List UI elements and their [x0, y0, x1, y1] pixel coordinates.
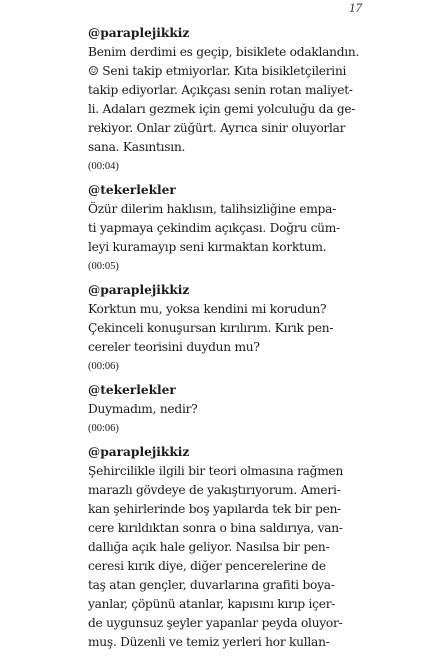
message-line: yanlar, çöpünü atanlar, kapısını kırıp içer-: [88, 597, 336, 611]
message-line: sana. Kasıntısın.: [88, 140, 186, 154]
message-line: Duymadım, nedir?: [88, 402, 198, 416]
message-line: taş atan gençler, duvarlarına grafiti boya-: [88, 578, 335, 592]
message-5: [88, 443, 368, 652]
message-1: [88, 24, 368, 174]
message-line: muş. Düzenli ve temiz yerleri hor kullan-: [88, 635, 330, 649]
message-line: ceresi kırık diye, diğer pencerelerine de: [88, 559, 326, 573]
message-line: Korktun mu, yoksa kendini mi korudun?: [88, 302, 327, 316]
timestamp: (00:05): [88, 261, 119, 272]
message-line: dallığa açık hale geliyor. Nasılsa bir pen-: [88, 540, 330, 554]
message-line: li. Adaları gezmek için gemi yolculuğu da ge-: [88, 102, 356, 116]
username: @tekerlekler: [88, 183, 176, 197]
timestamp: (00:06): [88, 361, 119, 372]
message-line: Özür dilerim haklısın, talihsizliğine empa-: [88, 202, 336, 216]
timestamp: (00:06): [88, 423, 119, 434]
message-line: rekiyor. Onlar züğürt. Ayrıca sinir oluyorlar: [88, 121, 346, 135]
message-line: de uygunsuz şeyler yapanlar peyda oluyor-: [88, 616, 343, 630]
message-4: [88, 381, 368, 436]
message-line: marazlı gövdeye de yakıştırıyorum. Ameri-: [88, 483, 341, 497]
message-3: [88, 281, 368, 374]
message-line: takip ediyorlar. Açıkçası senin rotan maliyet-: [88, 83, 353, 97]
message-2: [88, 181, 368, 274]
message-line: ti yapmaya çekindim açıkçası. Doğru cüm-: [88, 221, 340, 235]
username: @tekerlekler: [88, 383, 176, 397]
message-line: Çekinceli konuşursan kırılırım. Kırık pen-: [88, 321, 334, 335]
message-line: kan şehirlerinde boş yapılarda tek bir pen-: [88, 502, 342, 516]
username: @paraplejikkiz: [88, 26, 190, 40]
message-line: cere kırıldıktan sonra o bina saldırıya, van-: [88, 521, 343, 535]
username: @paraplejikkiz: [88, 283, 190, 297]
timestamp: (00:04): [88, 161, 119, 172]
message-line: leyi kuramayıp seni kırmaktan korktum.: [88, 240, 327, 254]
username: @paraplejikkiz: [88, 445, 190, 459]
page-number: 17: [349, 0, 362, 15]
message-line: Şehircilikle ilgili bir teori olmasına rağmen: [88, 464, 344, 478]
message-line: cereler teorisini duydun mu?: [88, 340, 260, 354]
message-line: Benim derdimi es geçip, bisiklete odaklandın.: [88, 45, 360, 59]
book-page-text: [88, 24, 368, 659]
message-line: ☺ Seni takip etmiyorlar. Kıta bisikletçilerini: [88, 64, 347, 78]
